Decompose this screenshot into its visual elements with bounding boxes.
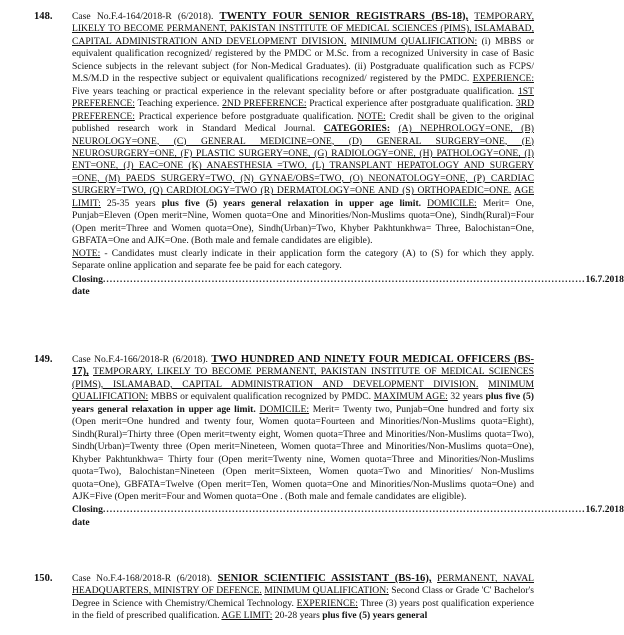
max-age-text: 32 years [450,391,483,403]
case-148 [34,11,624,298]
age-relaxation: plus five (5) years general relaxation in upper age limit. [72,391,534,415]
closing-date-row [72,273,624,299]
experience-text: Five years teaching or practical experience in the relevant speciality before or after postgraduate qualification. [72,85,515,97]
closing-date-label: Closing date [72,504,103,528]
experience-label: EXPERIENCE: [472,73,534,85]
dot-leader: .............................................................................................................................................. [102,504,586,516]
preference-2-label: 2ND PREFERENCE: [222,98,307,110]
post-title: TWENTY FOUR SENIOR REGISTRARS (BS-18), [219,11,469,22]
experience-label: EXPERIENCE: [296,597,358,609]
age-relaxation: plus five (5) years general relaxation in upper age limit. [161,197,422,209]
note-2-text: - Candidates must clearly indicate in their application form the category (A) to (S) for which they apply. Separate online application and separate fee be paid for each category. [72,247,534,272]
post-details: TEMPORARY, LIKELY TO BECOME PERMANENT, PAKISTAN INSTITUTE OF MEDICAL SCIENCES (PIMS), ISLAMABAD, CAPITAL ADMINISTRATION AND DEVELOPMENT DIVISION. [72,11,534,47]
min-qualification-text: Second Class or Grade 'C' Bachelor's Degree in Science with Chemistry/Chemical Technology. [72,585,534,609]
categories-text: (A) NEPHROLOGY=ONE, (B) NEUROLOGY=ONE, (C) GENERAL MEDICINE=ONE, (D) GENERAL SURGERY=ONE, (E) NEUROSURGERY=ONE, (F) PLASTIC SURGERY=ONE, (G) RADIOLOGY=ONE, (H) PATHOLOGY=ONE, (I) ENT=ONE, (J) EAC=ONE (K) ANAESTHESIA =TWO, (L) TRANSPLANT HEPATOLOGY AND SURGERY =ONE, (M) PAEDS SURGERY=TWO, (N) GYNAE/OBS=TWO, (O) NEONATOLOGY=ONE, (P) CARDIAC SURGERY=TWO, (Q) CARDIOLOGY=TWO (R) DERMATOLOGY=ONE AND (S) ORTHOPAEDIC=ONE. [72,123,534,197]
preference-3-text: Practical experience before postgraduate qualification. [138,110,354,122]
case-number: 148. [34,11,53,22]
post-details: PERMANENT, NAVAL HEADQUARTERS, MINISTRY OF DEFENCE. [72,573,534,597]
preference-3-label: 3RD PREFERENCE: [72,98,535,122]
min-qualification-label: MINIMUM QUALIFICATION: [264,585,389,597]
dot-leader: .............................................................................................................................................. [102,273,586,285]
min-qualification-label: MINIMUM QUALIFICATION: [72,378,534,403]
min-qualification-text: MBBS or equivalent qualification recognized by PMDC. [150,391,372,403]
note-label: NOTE: [357,110,386,122]
case-no: Case No.F.4-166/2018-R (6/2018). [72,354,208,365]
preference-2-text: Practical experience after postgraduate qualification. [309,98,514,110]
preference-1-label: 1ST PREFERENCE: [72,85,534,110]
case-number: 149. [34,354,53,365]
age-limit-label: AGE LIMIT: [221,610,273,622]
case-body [72,11,624,298]
age-limit-text: 25-35 years [106,197,156,209]
experience-text: Three (3) years post qualification experience in the field of prescribed qualification. [72,597,534,622]
note-2-label: NOTE: [72,247,101,259]
case-150 [34,573,534,623]
case-body [72,354,624,529]
case-number: 150. [34,573,53,584]
closing-date-label: Closing date [72,273,103,297]
age-relaxation: plus five (5) years general [322,610,428,622]
post-title: SENIOR SCIENTIFIC ASSISTANT (BS-16), [217,573,432,584]
domicile-label: DOMICILE: [427,197,477,209]
domicile-label: DOMICILE: [259,403,310,415]
domicile-text: Merit= Twenty two, Punjab=One hundred and forty six (Open merit=One hundred and twenty four, Women quota=Fourteen and Minorities/Non-Muslims quota=Eight), Sindh(Rural)=Thirty three (Open merit=twenty eight, Women quota=Three and Minorities/Non-Muslims quota=Two), Sindh(Urban)=Twenty three (Open merit=Nineteen, Women quota=Three and Minorities/Non-Muslims quota=One), Khyber Pakhtunkhwa= Thirty four (Open merit=Twenty nine, Women quota=Three and Minorities/Non-Muslims quota=Two), Balochistan=Nineteen (Open merit=Sixteen, Women quota=Two and Minorities/ Non-Muslims quota=One), GBFATA=Twelve (Open merit=Ten, Women quota=One and Minorities/Non-Muslims quota=One) and AJK=Five (Open merit=Four and Women quota=One . (Both male and female candidates are eligible). [72,403,535,502]
case-149 [34,354,624,529]
case-body [72,573,534,623]
categories-label: CATEGORIES: [323,123,391,135]
domicile-text: Merit= One, Punjab=Eleven (Open merit=Nine, Women quota=One and Minorities/Non-Muslims quota=One), Sindh(Rural)=Four (Open merit=Three and Women quota=One), Sindh(Urban)=Two, Khyber Pakhtunkhwa= Three, Balochistan=One, GBFATA=One and AJK=One. (Both male and female candidates are eligible). [72,197,535,247]
closing-date-row [72,504,624,529]
age-limit-label: AGE LIMIT: [72,185,534,209]
post-details: TEMPORARY, LIKELY TO BECOME PERMANENT, PAKISTAN INSTITUTE OF MEDICAL SCIENCES (PIMS), ISLAMABAD, CAPITAL ADMINISTRATION AND DEVELOPMENT DIVISION. [72,366,535,390]
min-qualification-text: (i) MBBS or equivalent qualification recognized/ registered by the PMDC or M.Sc. from a recognized University in case of Basic Science subjects in the relevant subject (for Non-Medical Graduates). (ii) Postgraduate qualification such as FCPS/ M.S/M.D in the respective subject or equivalent qualifications recognized/ registered by the PMDC. [72,35,535,85]
post-title: TWO HUNDRED AND NINETY FOUR MEDICAL OFFICERS (BS-17), [72,354,534,378]
min-qualification-label: MINIMUM QUALIFICATION: [350,35,478,47]
case-no: Case No.F.4-164/2018-R (6/2018). [72,11,214,22]
age-limit-text: 20-28 years [274,610,320,622]
closing-date: 16.7.2018 [585,504,624,516]
case-no: Case No.F.4-168/2018-R (6/2018). [72,573,213,584]
closing-date: 16.7.2018 [585,273,624,285]
preference-1-text: Teaching experience. [137,98,220,110]
max-age-label: MAXIMUM AGE: [373,391,448,403]
note-text: Credit shall be given to the original published research work in Standard Medical Journal. [72,110,534,135]
